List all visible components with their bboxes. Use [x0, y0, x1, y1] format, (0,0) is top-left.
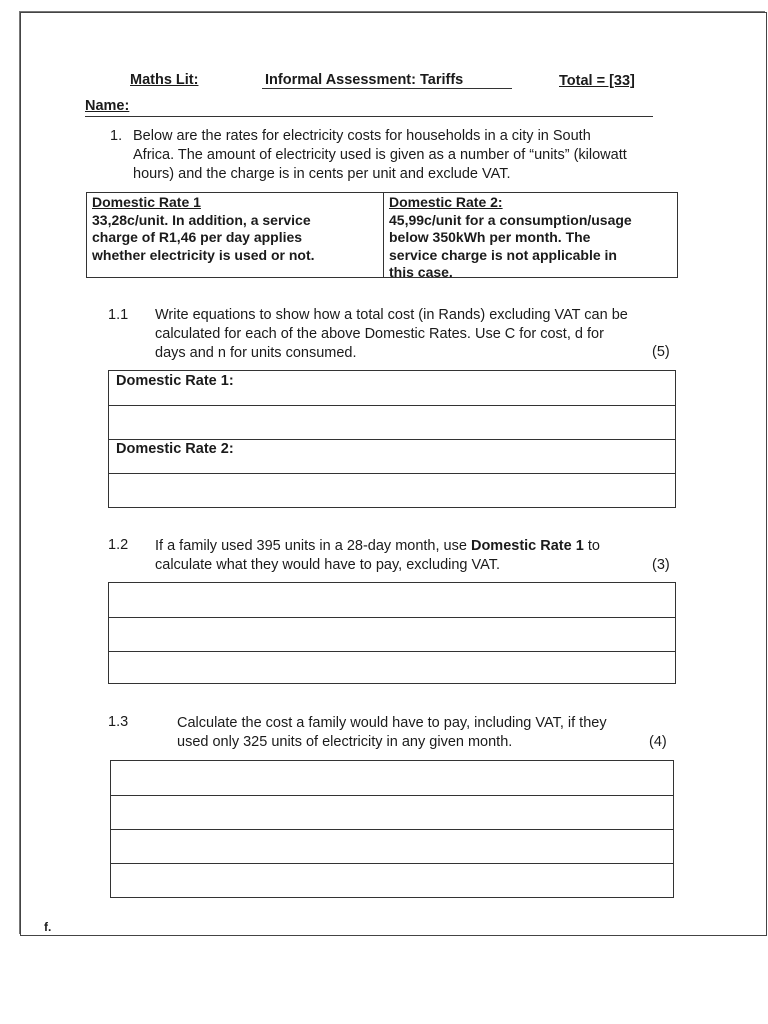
answer-line: [109, 617, 675, 618]
question-1-3-marks: (4): [649, 734, 667, 750]
rate-2-line: service charge is not applicable in: [389, 246, 617, 263]
question-1-line: hours) and the charge is in cents per unit and exclude VAT.: [133, 166, 511, 182]
rates-table: [86, 192, 678, 278]
question-1-2-marks: (3): [652, 557, 670, 573]
answer-box-1-1[interactable]: [108, 370, 676, 508]
rate-2-line: 45,99c/unit for a consumption/usage: [389, 211, 632, 228]
subject-label: Maths Lit:: [130, 72, 199, 88]
answer-line: [111, 795, 673, 796]
answer-line: [111, 863, 673, 864]
answer-line: [109, 473, 675, 474]
answer-line: [109, 405, 675, 406]
answer-line: [109, 651, 675, 652]
total-marks: Total = [33]: [559, 73, 635, 89]
rate-1-cell: [92, 194, 315, 264]
rate-1-line: whether electricity is used or not.: [92, 246, 315, 263]
question-1-line: Below are the rates for electricity costs for households in a city in South: [133, 128, 591, 144]
question-1-text: [133, 127, 693, 184]
question-1-3-number: 1.3: [108, 714, 129, 730]
rate-2-title: Domestic Rate 2:: [389, 194, 503, 210]
rate-2-line: this case.: [389, 264, 453, 280]
question-1-1-marks: (5): [652, 344, 670, 360]
name-line: [85, 116, 653, 117]
question-1-number: 1.: [110, 128, 123, 144]
footer-mark: f.: [44, 920, 52, 934]
question-1-1-line: calculated for each of the above Domestic Rates. Use C for cost, d for: [155, 326, 604, 342]
answer-line: [111, 829, 673, 830]
question-1-1-line: days and n for units consumed.: [155, 345, 357, 361]
question-1-1-number: 1.1: [108, 307, 129, 323]
question-1-2-text: [155, 537, 675, 575]
answer-box-label: Domestic Rate 1:: [116, 373, 234, 389]
rates-table-divider: [383, 193, 384, 277]
question-1-2-bold-part: Domestic Rate 1: [470, 538, 584, 554]
rate-1-line: charge of R1,46 per day applies: [92, 229, 303, 245]
rate-1-title: Domestic Rate 1: [92, 194, 201, 210]
question-1-line: Africa. The amount of electricity used is given as a number of “units” (kilowatt: [133, 147, 627, 163]
rate-2-line: below 350kWh per month. The: [389, 229, 591, 245]
name-label: Name:: [85, 98, 130, 114]
rate-1-line: 33,28c/unit. In addition, a service: [92, 211, 311, 228]
answer-box-1-3[interactable]: [110, 760, 674, 898]
question-1-1-text: [155, 306, 675, 363]
question-1-2-line: [155, 537, 675, 556]
question-1-3-text: [177, 714, 677, 752]
question-1-2-line: calculate what they would have to pay, excluding VAT.: [155, 557, 500, 573]
question-1-2-text-part: to: [583, 538, 600, 554]
question-1-2-number: 1.2: [108, 537, 129, 553]
assessment-underline: [262, 88, 512, 89]
answer-line: [109, 439, 675, 440]
assessment-title: Informal Assessment: Tariffs: [265, 72, 464, 88]
question-1-1-line: Write equations to show how a total cost (in Rands) excluding VAT can be: [155, 307, 628, 323]
question-1-3-line: Calculate the cost a family would have to pay, including VAT, if they: [177, 715, 607, 731]
question-1-3-line: used only 325 units of electricity in any given month.: [177, 734, 513, 750]
rate-2-cell: [389, 194, 632, 282]
answer-box-label: Domestic Rate 2:: [116, 441, 234, 457]
question-1-2-text-part: If a family used 395 units in a 28-day month, use: [155, 538, 471, 554]
answer-box-1-2[interactable]: [108, 582, 676, 684]
